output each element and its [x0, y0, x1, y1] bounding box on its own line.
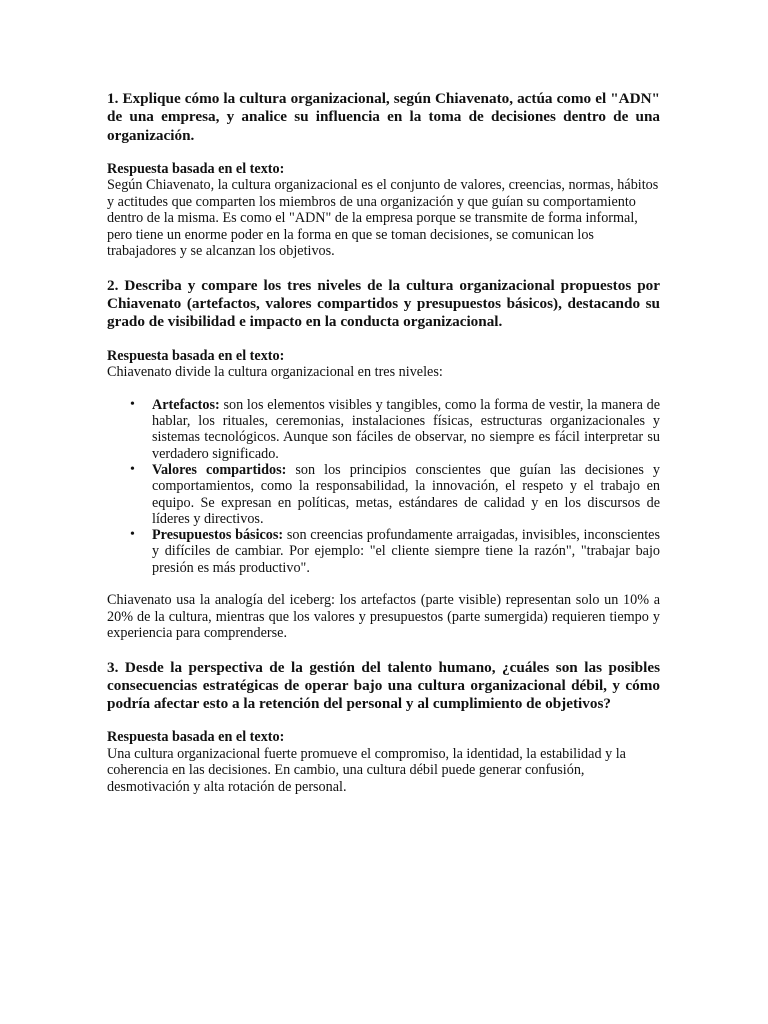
- list-item: [130, 461, 660, 527]
- list-item: [130, 527, 660, 576]
- iceberg-paragraph: Chiavenato usa la analogía del iceberg: los artefactos (parte visible) representan solo un 10% a 20% de la cultura, mientras que los valores y presupuestos (parte sumergida) requieren tiempo y experiencia para comprenderse.: [107, 592, 660, 642]
- answer-text-2: Chiavenato divide la cultura organizacional en tres niveles:: [107, 364, 443, 381]
- level-term: Artefactos:: [152, 396, 220, 413]
- bullet-icon: •: [130, 461, 135, 477]
- answer-heading-2: Respuesta basada en el texto:: [107, 347, 285, 364]
- answer-heading-1: Respuesta basada en el texto:: [107, 160, 285, 177]
- level-term: Valores compartidos:: [152, 461, 287, 478]
- level-term: Presupuestos básicos:: [152, 527, 284, 544]
- section-2: [107, 277, 660, 642]
- level-description: son los principios conscientes que guían las decisiones y comportamientos, como la responsabilidad, la innovación, el respeto y el trabajo en equipo. Se expresan en políticas, metas, estándares de calidad y en los discursos de líderes y directivos.: [152, 461, 660, 527]
- section-3: [107, 659, 660, 796]
- level-description: son creencias profundamente arraigadas, invisibles, inconscientes y difíciles de cambiar. Por ejemplo: "el cliente siempre tiene la razón", "trabajar bajo presión es más productivo".: [152, 527, 660, 576]
- question-1: 1. Explique cómo la cultura organizacional, según Chiavenato, actúa como el "ADN" de una empresa, y analice su influencia en la toma de decisiones dentro de una organización.: [107, 90, 660, 144]
- answer-heading-3: Respuesta basada en el texto:: [107, 729, 285, 746]
- bullet-icon: •: [130, 527, 135, 543]
- bullet-icon: •: [130, 396, 135, 412]
- culture-levels-list: [107, 397, 660, 576]
- question-3: 3. Desde la perspectiva de la gestión del talento humano, ¿cuáles son las posibles consecuencias estratégicas de operar bajo una cultura organizacional débil, y cómo podría afectar esto a la retención del personal y al cumplimiento de objetivos?: [107, 658, 660, 713]
- question-2: 2. Describa y compare los tres niveles de la cultura organizacional propuestos por Chiavenato (artefactos, valores compartidos y presupuestos básicos), destacando su grado de visibilidad e impacto en la conducta organizacional.: [107, 276, 660, 331]
- level-description: son los elementos visibles y tangibles, como la forma de vestir, la manera de hablar, los rituales, ceremonias, instalaciones físicas, estructuras organizacionales y sistemas tecnológicos. Aunque son fáciles de observar, no siempre es fácil interpretar su verdadero significado.: [152, 396, 660, 462]
- list-item: [130, 396, 660, 462]
- document-page: [107, 90, 660, 795]
- section-1: [107, 90, 660, 260]
- answer-text-1: Según Chiavenato, la cultura organizacional es el conjunto de valores, creencias, normas, hábitos y actitudes que comparten los miembros de una organización y que guían su comportamiento dentro de la misma. Es como el "ADN" de la empresa porque se transmite de forma informal, pero tiene un enorme poder en la forma en que se toman decisiones, se comunican los trabajadores y se alcanzan los objetivos.: [107, 177, 659, 260]
- answer-text-3: Una cultura organizacional fuerte promueve el compromiso, la identidad, la estabilidad y la coherencia en las decisiones. En cambio, una cultura débil puede generar confusión, desmotivación y alta rotación de personal.: [107, 745, 626, 795]
